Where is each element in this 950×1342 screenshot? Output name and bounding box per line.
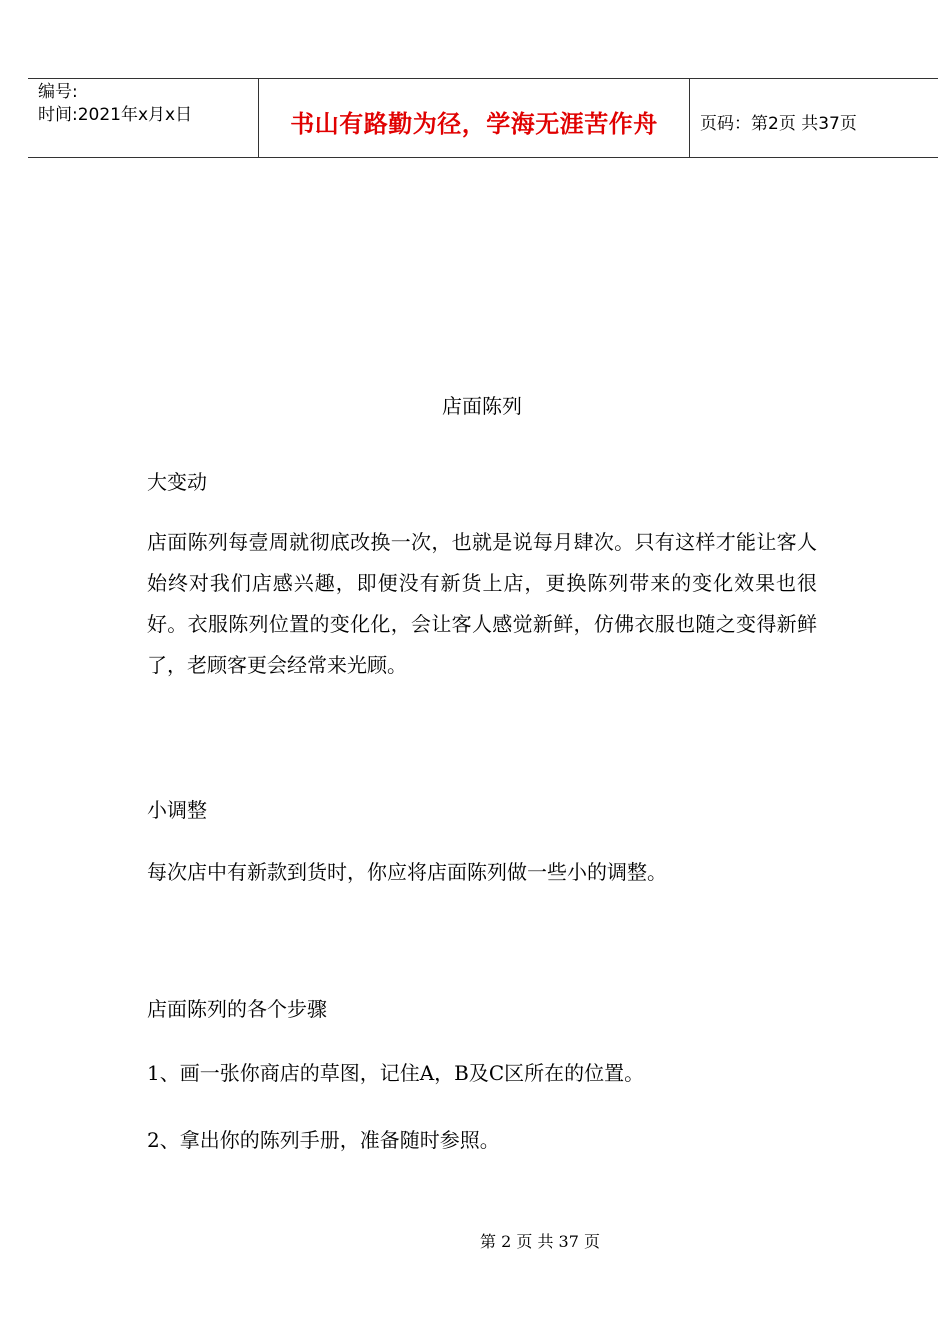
- header-motto-cell: [259, 79, 690, 157]
- section-heading-small-adjust: 小调整: [147, 798, 207, 822]
- header-meta: [28, 79, 259, 157]
- section-heading-steps: 店面陈列的各个步骤: [147, 997, 327, 1021]
- section-heading-big-change: 大变动: [147, 470, 207, 494]
- document-title: 店面陈列: [442, 394, 522, 418]
- section-body-big-change: 店面陈列每壹周就彻底改换一次，也就是说每月肆次。只有这样才能让客人始终对我们店感兴趣，即便没有新货上店，更换陈列带来的变化效果也很好。衣服陈列位置的变化化，会让客人感觉新鲜，仿佛衣服也随之变得新鲜了，老顾客更会经常来光顾。: [147, 530, 817, 677]
- header-page-code: 页码：第2页 共37页: [700, 113, 857, 134]
- header-motto: 书山有路勤为径，学海无涯苦作舟: [290, 109, 658, 138]
- header-page-code-cell: [690, 79, 938, 157]
- section-body-small-adjust: 每次店中有新款到货时，你应将店面陈列做一些小的调整。: [147, 860, 667, 884]
- step-item-2: 2、拿出你的陈列手册，准备随时参照。: [147, 1128, 500, 1152]
- page-header: [28, 78, 938, 158]
- number-label: 编号:: [38, 82, 78, 102]
- time-label: 时间:2021年x月x日: [38, 105, 193, 125]
- step-item-1: 1、画一张你商店的草图，记住A，B及C区所在的位置。: [147, 1061, 645, 1085]
- page-footer: 第 2 页 共 37 页: [480, 1232, 600, 1251]
